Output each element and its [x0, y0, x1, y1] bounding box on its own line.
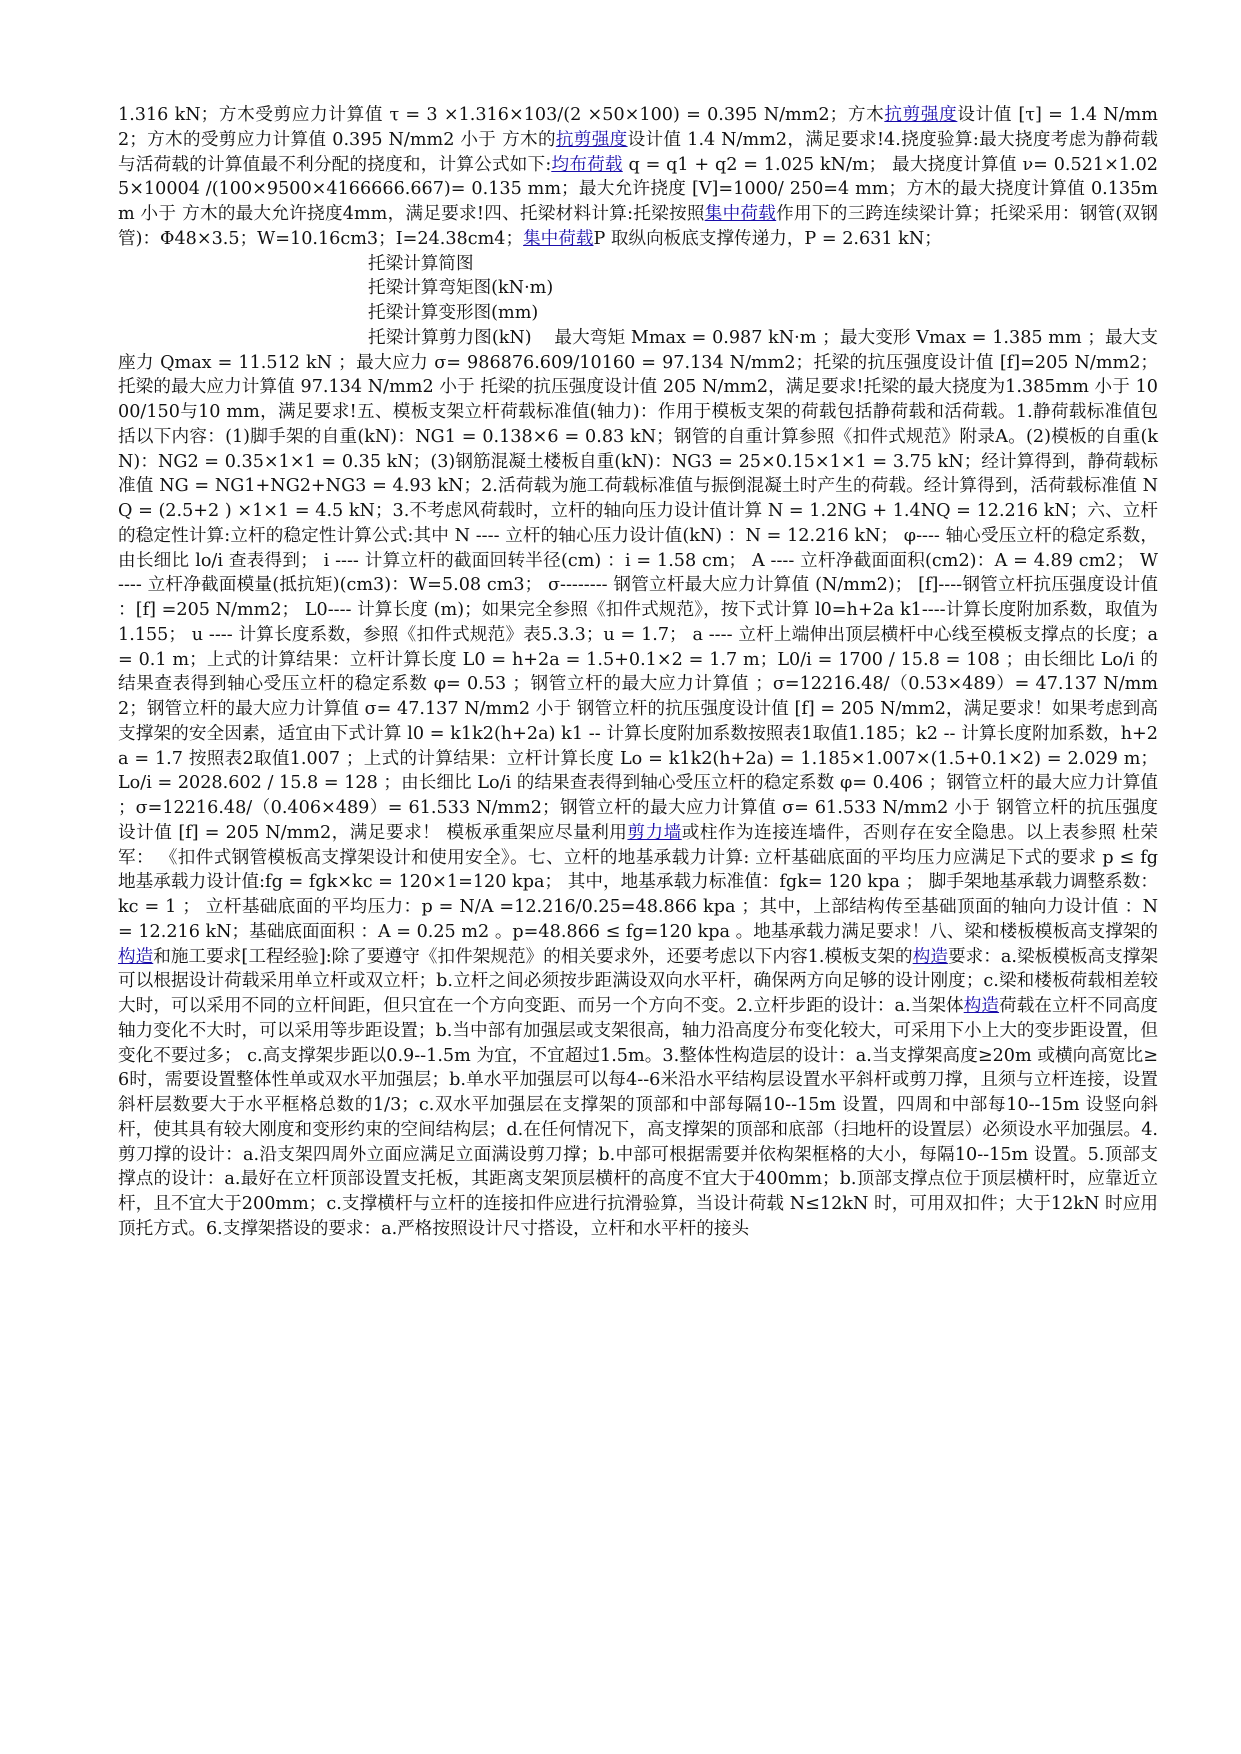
text-segment: 设计值 [τ] = 1.4 N/mm2；方木的受剪应力计算值 0.395 N/mm2 小于 方木的 [118, 105, 1158, 150]
link-construct[interactable]: 构造 [912, 946, 948, 967]
link-shear-strength[interactable]: 抗剪强度 [555, 129, 628, 150]
text-segment: 和施工要求[工程经验]:除了要遵守《扣件架规范》的相关要求外，还要考虑以下内容1.模板支架的 [153, 946, 913, 967]
link-construct[interactable]: 构造 [963, 996, 1000, 1016]
text-segment: 最大弯矩 Mmax = 0.987 kN·m ；最大变形 Vmax = 1.385 mm ；最大支座力 Qmax = 11.512 kN ；最大应力 σ= 986876.609/10160 = 97.134 N/mm2；托梁的抗压强度设计值 [f]=205 N/mm2；托梁的最大应力计算值 97.134 N/mm2 小于 托梁的抗压强度设计值 205 N/mm2，满足要求!托梁的最大挠度为1.385mm 小于 1000/150与10 mm，满足要求!五、模板支架立杆荷载标准值(轴力)：作用于模板支架的荷载包括静荷载和活荷载。1.静荷载标准值包括以下内容：(1)脚手架的自重(kN)：NG1 = 0.138×6 = 0.83 kN；钢管的自重计算参照《扣件式规范》附录A。(2)模板的自重(kN)：NG2 = 0.35×1×1 = 0.35 kN；(3)钢筋混凝土楼板自重(kN)：NG3 = 25×0.15×1×1 = 3.75 kN；经计算得到，静荷载标准值 NG = NG1+NG2+NG3 = 4.93 kN；2.活荷载为施工荷载标准值与振倒混凝土时产生的荷载。经计算得到，活荷载标准值 NQ = (2.5+2 ) ×1×1 = 4.5 kN；3.不考虑风荷载时，立杆的轴向压力设计值计算 N = 1.2NG + 1.4NQ = 12.216 kN；六、立杆的稳定性计算:立杆的稳定性计算公式:其中 N ---- 立杆的轴心压力设计值(kN) ：N = 12.216 kN； φ---- 轴心受压立杆的稳定系数，由长细比 lo/i 查表得到； i ---- 计算立杆的截面回转半径(cm) ：i = 1.58 cm； A ---- 立杆净截面面积(cm2)：A = 4.89 cm2； W ---- 立杆净截面模量(抵抗矩)(cm3)：W=5.08 cm3； σ-------- 钢管立杆最大应力计算值 (N/mm2)； [f]----钢管立杆抗压强度设计值 ：[f] =205 N/mm2； L0---- 计算长度 (m)；如果完全参照《扣件式规范》，按下式计算 l0=h+2a k1----计算长度附加系数，取值为1.155； u ---- 计算长度系数，参照《扣件式规范》表5.3.3；u = 1.7； a ---- 立杆上端伸出顶层横杆中心线至模板支撑点的长度；a = 0.1 m；上式的计算结果：立杆计算长度 L0 = h+2a = 1.5+0.1×2 = 1.7 m；L0/i = 1700 / 15.8 = 108 ；由长细比 Lo/i 的结果查表得到轴心受压立杆的稳定系数 φ= 0.53 ；钢管立杆的最大应力计算值 ；σ=12216.48/（0.53×489）= 47.137 N/mm2；钢管立杆的最大应力计算值 σ= 47.137 N/mm2 小于 钢管立杆的抗压强度设计值 [f] = 205 N/mm2，满足要求！如果考虑到高支撑架的安全因素，适宜由下式计算 l0 = k1k2(h+2a) k1 -- 计算长度附加系数按照表1取值1.185；k2 -- 计算长度附加系数，h+2a = 1.7 按照表2取值1.007 ；上式的计算结果：立杆计算长度 Lo = k1k2(h+2a) = 1.185×1.007×(1.5+0.1×2) = 2.029 m；Lo/i = 2028.602 / 15.8 = 128 ；由长细比 Lo/i 的结果查表得到轴心受压立杆的稳定系数 φ= 0.406 ；钢管立杆的最大应力计算值 ；σ=12216.48/（0.406×489）= 61.533 N/mm2；钢管立杆的最大应力计算值 σ= 61.533 N/mm2 小于 钢管立杆的抗压强度设计值 [f] = 205 N/mm2，满足要求！ 模板承重架应尽量利用 [118, 327, 1158, 843]
text-segment: 作用下的三跨连续梁计算；托梁采用：钢管(双钢管)：Φ48×3.5；W=10.16cm3；I=24.38cm4； [118, 204, 1158, 249]
caption-shear-diagram: 托梁计算剪力图(kN) [368, 327, 532, 348]
caption-moment-diagram: 托梁计算弯矩图(kN·m) [368, 278, 554, 299]
text-segment: q = q1 + q2 = 1.025 kN/m； 最大挠度计算值 ν= 0.521×1.025×10004 /(100×9500×4166666.667)= 0.135 mm；最大允许挠度 [V]=1000/ 250=4 mm；方木的最大挠度计算值 0.135mm 小于 方木的最大允许挠度4mm，满足要求!四、托梁材料计算:托梁按照 [118, 154, 1159, 224]
link-shear-wall[interactable]: 剪力墙 [627, 822, 682, 843]
link-uniform-load[interactable]: 均布荷载 [551, 154, 623, 175]
text-segment: 1.316 kN；方木受剪应力计算值 τ = 3 ×1.316×103/(2 ×50×100) = 0.395 N/mm2；方木 [118, 105, 885, 125]
text-segment: 设计值 1.4 N/mm2，满足要求!4.挠度验算:最大挠度考虑为静荷载与活荷载的计算值最不利分配的挠度和，计算公式如下: [118, 129, 1158, 175]
caption-deformation-diagram: 托梁计算变形图(mm) [368, 303, 539, 323]
text-segment: 或柱作为连接连墙件，否则存在安全隐患。以上表参照 杜荣军： 《扣件式钢管模板高支撑架设计和使用安全》。七、立杆的地基承载力计算: 立杆基础底面的平均压力应满足下式的要求 p ≤ fg 地基承载力设计值:fg = fgk×kc = 120×1=120 kpa； 其中，地基承载力标准值：fgk= 120 kpa ； 脚手架地基承载力调整系数：kc = 1 ； 立杆基础底面的平均压力：p = N/A =12.216/0.25=48.866 kpa ；其中，上部结构传至基础顶面的轴向力设计值 ：N = 12.216 kN；基础底面面积 ：A = 0.25 m2 。p=48.866 ≤ fg=120 kpa 。地基承载力满足要求！八、梁和楼板模板高支撑架的 [118, 822, 1158, 942]
document-page [118, 103, 1158, 1242]
text-segment: 要求：a.梁板模板高支撑架可以根据设计荷载采用单立杆或双立杆；b.立杆之间必须按步距满设双向水平杆，确保两方向足够的设计刚度；c.梁和楼板荷载相差较大时，可以采用不同的立杆间距，但只宜在一个方向变距、而另一个方向不变。2.立杆步距的设计：a.当架体 [118, 946, 1158, 1016]
caption-beam-diagram: 托梁计算简图 [368, 253, 474, 274]
paragraph-timber-and-beam [118, 103, 1158, 252]
figure-captions [118, 252, 1158, 1242]
link-shear-strength[interactable]: 抗剪强度 [884, 105, 958, 125]
link-concentrated-load[interactable]: 集中荷载 [523, 228, 594, 249]
text-segment: 荷载在立杆不同高度轴力变化不大时，可以采用等步距设置；b.当中部有加强层或支架很高，轴力沿高度分布变化较大，可采用下小上大的变步距设置，但变化不要过多； c.高支撑架步距以0.9--1.5m 为宜，不宜超过1.5m。3.整体性构造层的设计：a.当支撑架高度≥20m 或横向高宽比≥6时，需要设置整体性单或双水平加强层；b.单水平加强层可以每4--6米沿水平结构层设置水平斜杆或剪刀撑，且须与立杆连接，设置斜杆层数要大于水平框格总数的1/3；c.双水平加强层在支撑架的顶部和中部每隔10--15m 设置，四周和中部每10--15m 设竖向斜杆，使其具有较大刚度和变形约束的空间结构层；d.在任何情况下，高支撑架的顶部和底部（扫地杆的设置层）必须设水平加强层。4.剪刀撑的设计：a.沿支架四周外立面应满足立面满设剪刀撑；b.中部可根据需要并依构架框格的大小，每隔10--15m 设置。5.顶部支撑点的设计：a.最好在立杆顶部设置支托板，其距离支架顶层横杆的高度不宜大于400mm；b.顶部支撑点位于顶层横杆时，应靠近立杆，且不宜大于200mm；c.支撑横杆与立杆的连接扣件应进行抗滑验算，当设计荷载 N≤12kN 时，可用双扣件；大于12kN 时应用顶托方式。6.支撑架搭设的要求：a.严格按照设计尺寸搭设，立杆和水平杆的接头 [118, 996, 1158, 1239]
text-segment: P 取纵向板底支撑传递力，P = 2.631 kN； [593, 228, 942, 249]
link-concentrated-load[interactable]: 集中荷载 [704, 204, 777, 224]
link-construct[interactable]: 构造 [118, 946, 154, 967]
